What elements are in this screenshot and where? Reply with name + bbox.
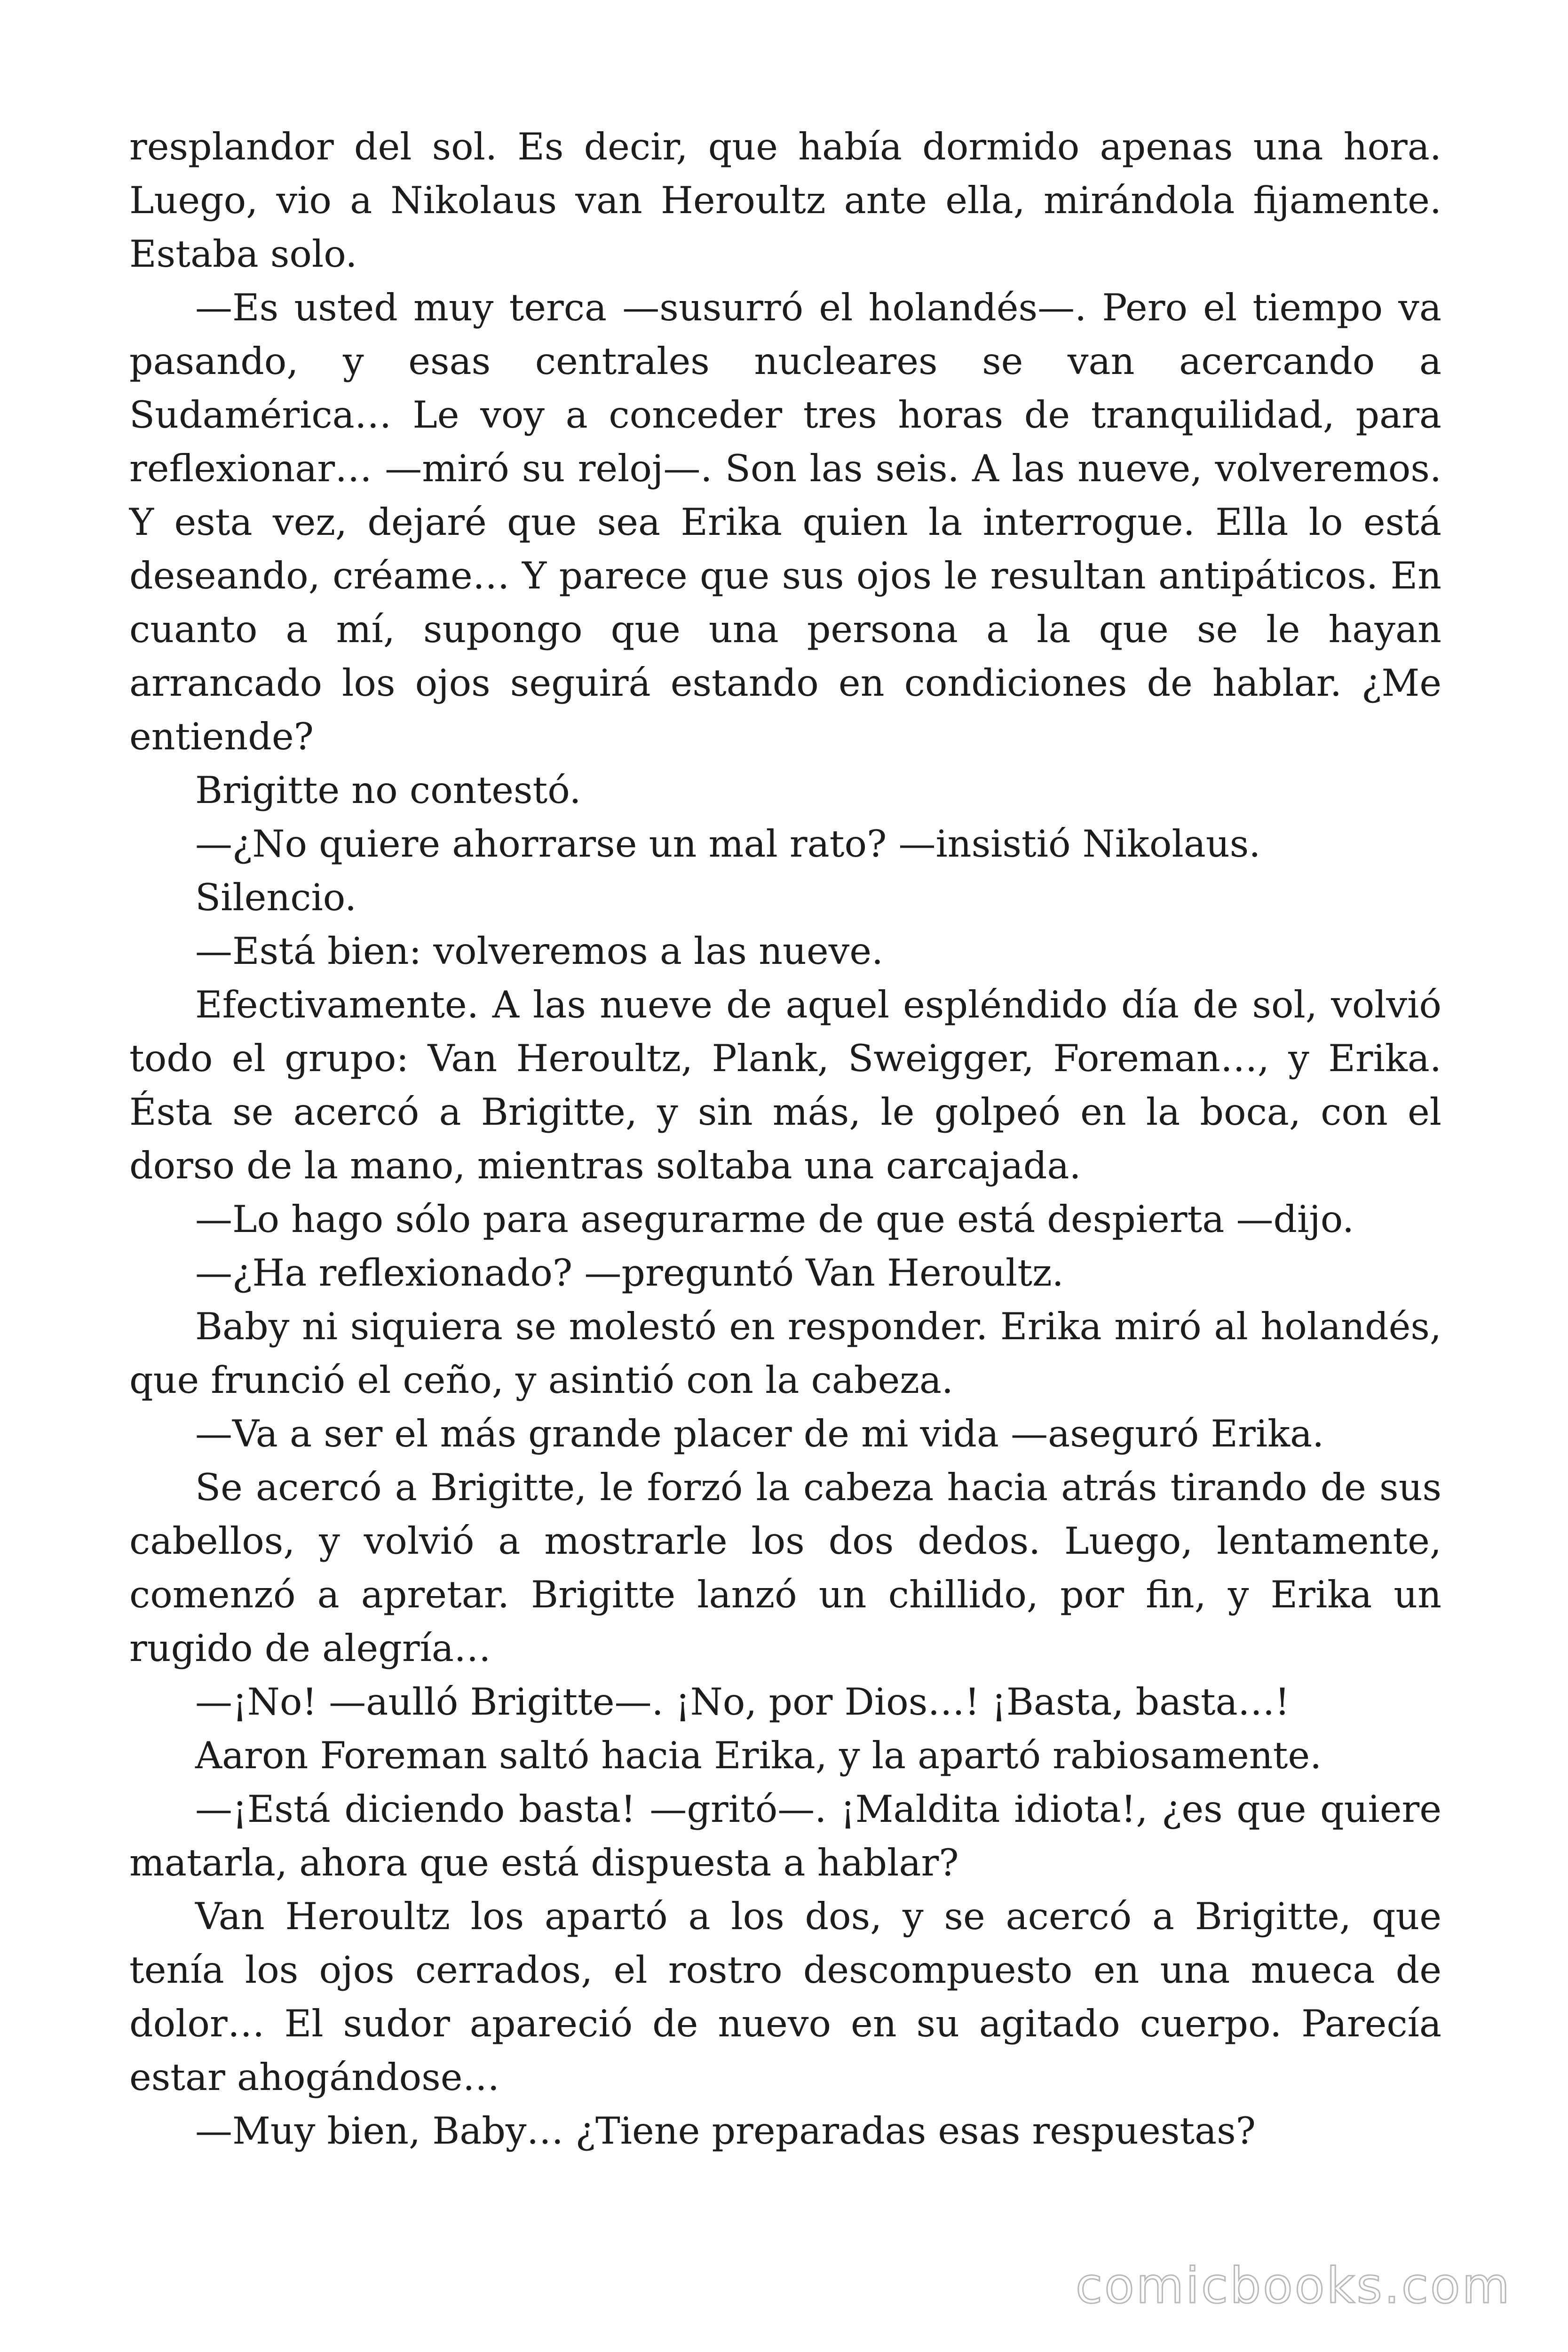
paragraph-15: —¡Está diciendo basta! —gritó—. ¡Maldita idiota!, ¿es que quiere matarla, ahora que está dispuesta a hablar? bbox=[129, 1788, 1441, 1884]
paragraph-9: —¿Ha reflexionado? —preguntó Van Heroultz. bbox=[195, 1251, 1064, 1295]
paragraph-17: —Muy bien, Baby… ¿Tiene preparadas esas respuestas? bbox=[195, 2109, 1256, 2153]
paragraph-4: —¿No quiere ahorrarse un mal rato? —insistió Nikolaus. bbox=[195, 822, 1261, 866]
paragraph-12: Se acercó a Brigitte, le forzó la cabeza hacia atrás tirando de sus cabellos, y volvió a mostrarle los dos dedos. Luego, lentamente, comenzó a apretar. Brigitte lanzó un chillido, por fin, y Erika un rugido de alegría… bbox=[129, 1466, 1441, 1670]
paragraph-8: —Lo hago sólo para asegurarme de que está despierta —dijo. bbox=[195, 1198, 1354, 1241]
paragraph-11: —Va a ser el más grande placer de mi vida —aseguró Erika. bbox=[195, 1412, 1324, 1455]
paragraph-5: Silencio. bbox=[195, 876, 357, 919]
paragraph-14: Aaron Foreman saltó hacia Erika, y la apartó rabiosamente. bbox=[195, 1734, 1322, 1777]
paragraph-16: Van Heroultz los apartó a los dos, y se acercó a Brigitte, que tenía los ojos cerrados, el rostro descompuesto en una mueca de dolor… El sudor apareció de nuevo en su agitado cuerpo. Parecía estar ahogándose… bbox=[129, 1895, 1441, 2099]
page-body-text bbox=[129, 120, 1441, 2158]
paragraph-13: —¡No! —aulló Brigitte—. ¡No, por Dios…! ¡Basta, basta…! bbox=[195, 1680, 1290, 1724]
paragraph-6: —Está bien: volveremos a las nueve. bbox=[195, 930, 884, 973]
paragraph-7: Efectivamente. A las nueve de aquel espléndido día de sol, volvió todo el grupo: Van Heroultz, Plank, Sweigger, Foreman…, y Erika. Ésta se acercó a Brigitte, y sin más, le golpeó en la boca, con el dorso de la mano, mientras soltaba una carcajada. bbox=[129, 983, 1441, 1187]
watermark-text: comicbooks.com bbox=[1075, 2257, 1512, 2314]
paragraph-10: Baby ni siquiera se molestó en responder. Erika miró al holandés, que frunció el ceño, y asintió con la cabeza. bbox=[129, 1305, 1441, 1402]
paragraph-2: —Es usted muy terca —susurró el holandés—. Pero el tiempo va pasando, y esas centrales nucleares se van acercando a Sudamérica… Le voy a conceder tres horas de tranquilidad, para reflexionar… —miró su reloj—. Son las seis. A las nueve, volveremos. Y esta vez, dejaré que sea Erika quien la interrogue. Ella lo está deseando, créame… Y parece que sus ojos le resultan antipáticos. En cuanto a mí, supongo que una persona a la que se le hayan arrancado los ojos seguirá estando en condiciones de hablar. ¿Me entiende? bbox=[129, 286, 1441, 758]
paragraph-3: Brigitte no contestó. bbox=[195, 769, 581, 812]
paragraph-1: resplandor del sol. Es decir, que había dormido apenas una hora. Luego, vio a Nikolaus van Heroultz ante ella, mirándola fijamente. Estaba solo. bbox=[129, 125, 1441, 276]
